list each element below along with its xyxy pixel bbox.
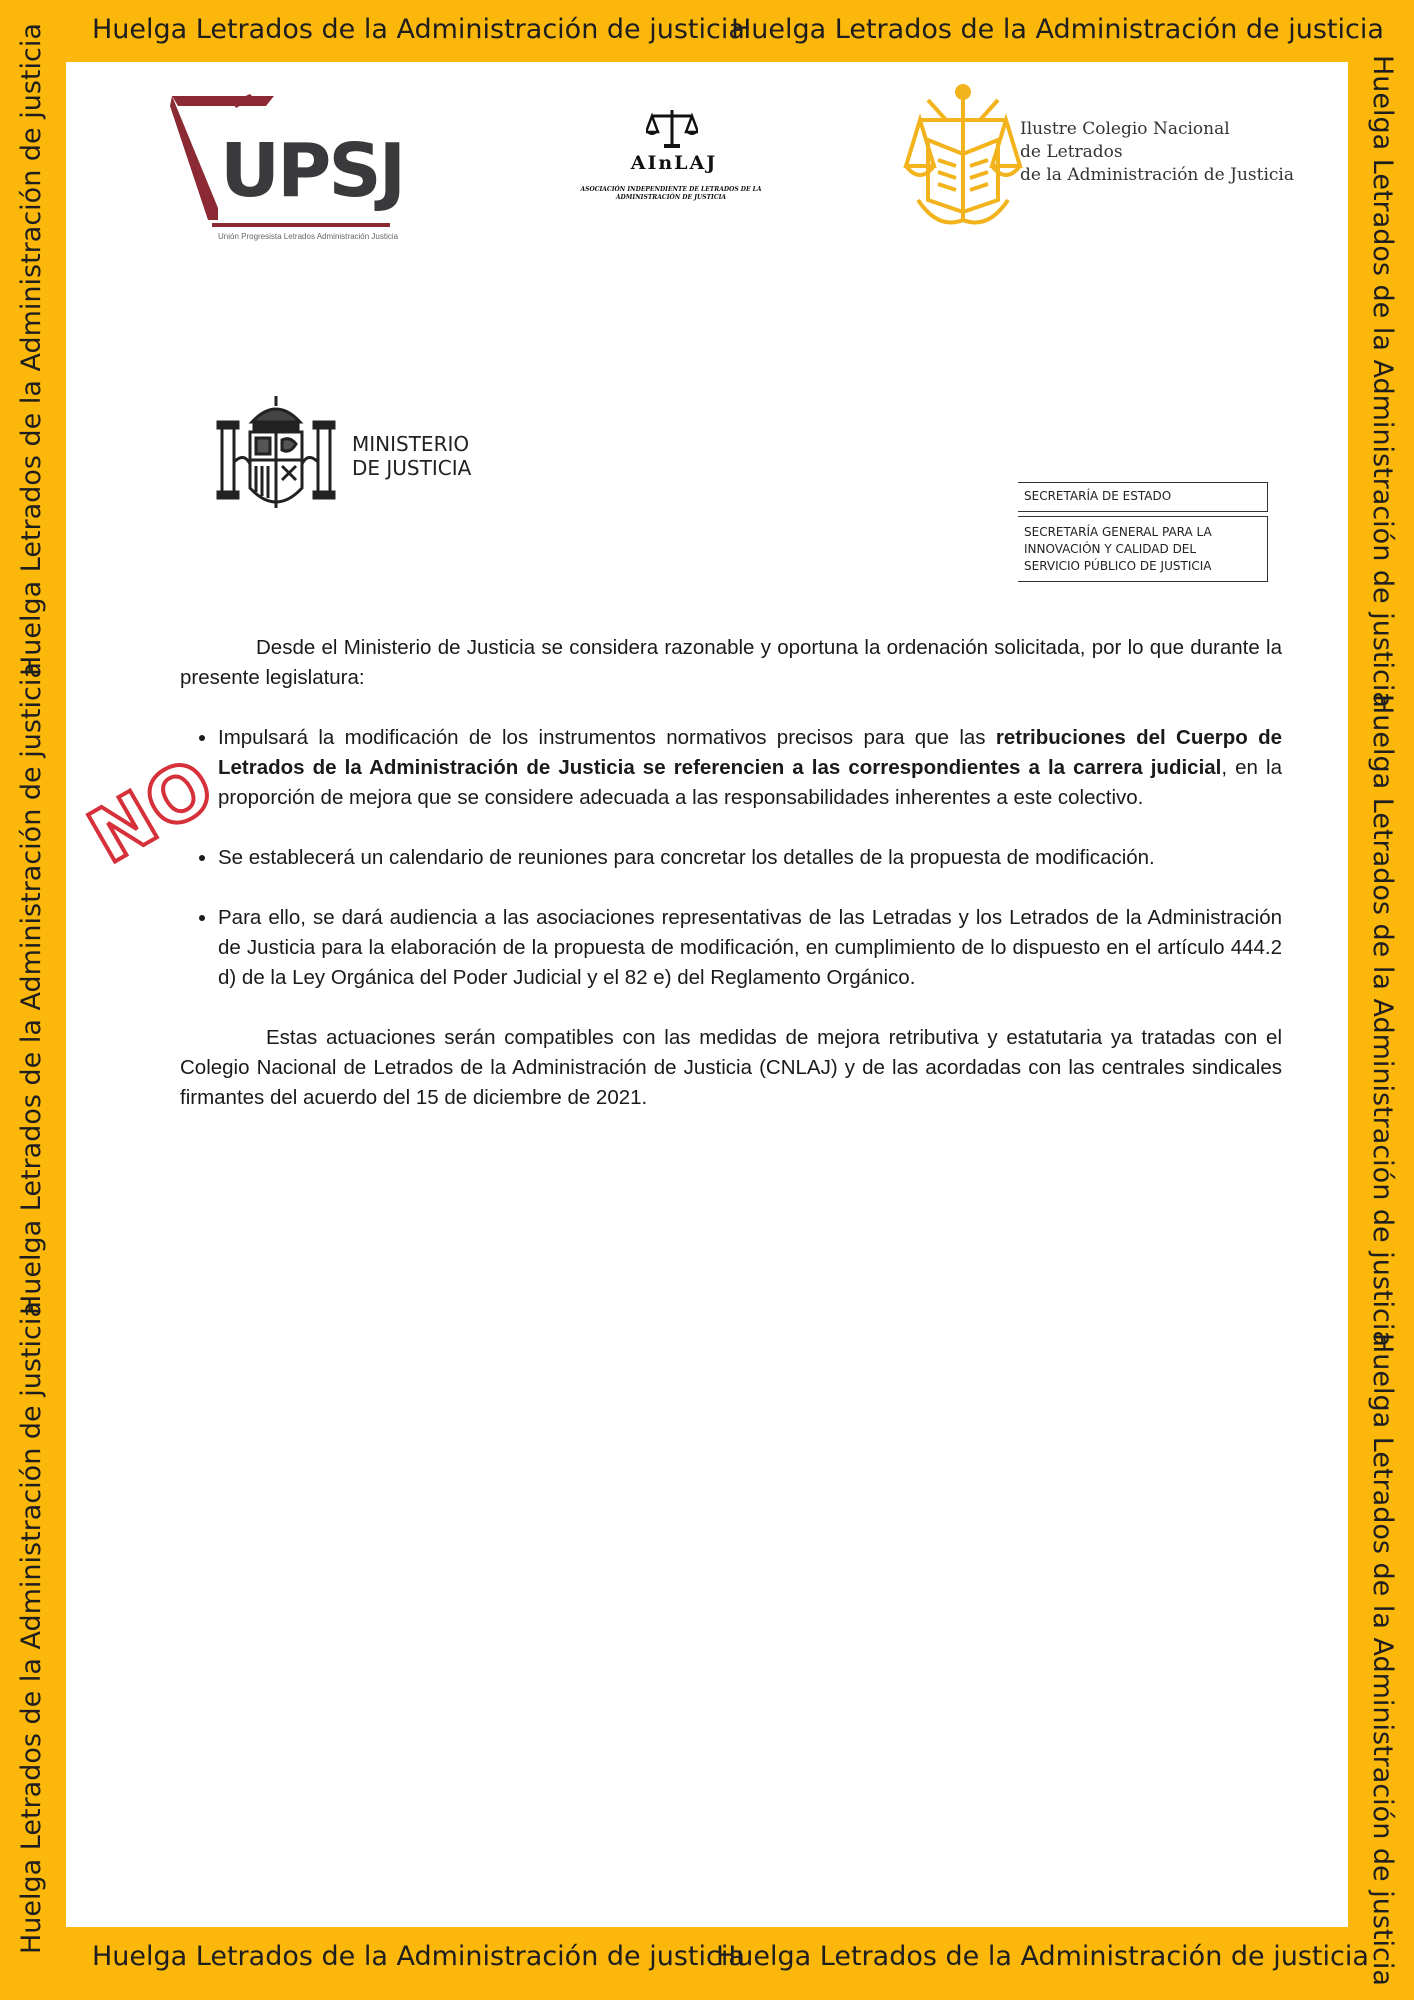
closing-paragraph: Estas actuaciones serán compatibles con las medidas de mejora retributiva y estatutaria ya tratadas con el Colegio Nacional de Letrados de la Administración de Justicia (CNLAJ) y de las acordadas con las centrales sindicales firmantes del acuerdo del 15 de diciembre de 2021. xyxy=(180,1026,1282,1109)
cnlaj-crest-icon xyxy=(898,80,1028,236)
list-item xyxy=(218,723,1282,813)
banner-left-2: Huelga Letrados de la Administración de justicia xyxy=(16,662,47,1315)
secretaria-general-3: SERVICIO PÚBLICO DE JUSTICIA xyxy=(1024,559,1212,573)
document-page xyxy=(66,62,1348,1927)
secretaria-estado: SECRETARÍA DE ESTADO xyxy=(1024,489,1172,503)
secretaria-general-1: SECRETARÍA GENERAL PARA LA xyxy=(1024,525,1212,539)
upsj-name: UPSJ xyxy=(220,128,404,214)
commitments-list xyxy=(180,723,1282,993)
ainlaj-name: AInLAJ xyxy=(630,152,718,174)
cnlaj-line-2: de Letrados xyxy=(1020,142,1123,162)
bullet-3-text: Para ello, se dará audiencia a las asociaciones representativas de las Letradas y los Letrados de la Administración de Justicia para la elaboración de la propuesta de modificación, en cumplimiento de lo dispuesto en el artículo 444.2 d) de la Ley Orgánica del Poder Judicial y el 82 e) del Reglamento Orgánico. xyxy=(218,906,1282,989)
bullet-1-post: , en la proporción de mejora que se considere adecuada a las responsabilidades inherentes a este colectivo. xyxy=(218,756,1282,809)
bullet-2-text: Se establecerá un calendario de reuniones para concretar los detalles de la propuesta de modificación. xyxy=(218,846,1155,869)
ainlaj-subtitle-1: ASOCIACIÓN INDEPENDIENTE DE LETRADOS DE LA xyxy=(580,186,762,193)
no-stamp: NO xyxy=(75,741,230,881)
ainlaj-logo xyxy=(566,106,776,226)
list-item xyxy=(218,843,1282,873)
cnlaj-line-3: de la Administración de Justicia xyxy=(1020,165,1294,185)
upsj-logo xyxy=(170,92,410,252)
scales-icon xyxy=(646,106,698,150)
ministerio-line-1: MINISTERIO xyxy=(352,432,470,456)
banner-right-1: Huelga Letrados de la Administración de justicia xyxy=(1367,55,1398,708)
banner-right-3: Huelga Letrados de la Administración de justicia xyxy=(1367,1333,1398,1986)
ministerio-line-2: DE JUSTICIA xyxy=(352,456,472,480)
banner-top-1: Huelga Letrados de la Administración de justicia xyxy=(92,14,745,45)
ministerio-logo xyxy=(216,392,506,522)
ainlaj-subtitle-2: ADMINISTRACIÓN DE JUSTICIA xyxy=(615,194,727,201)
secretaria-box xyxy=(1018,482,1270,584)
intro-paragraph: Desde el Ministerio de Justicia se considera razonable y oportuna la ordenación solicitada, por lo que durante la presente legislatura: xyxy=(180,636,1282,689)
secretaria-general-2: INNOVACIÓN Y CALIDAD DEL xyxy=(1024,542,1197,556)
bullet-1-bold: retribuciones del Cuerpo de Letrados de la Administración de Justicia se referencien a las correspondientes a la carrera judicial xyxy=(218,726,1283,779)
banner-top-2: Huelga Letrados de la Administración de justicia xyxy=(731,14,1384,45)
banner-left-3: Huelga Letrados de la Administración de justicia xyxy=(16,1301,47,1954)
bullet-1-pre: Impulsará la modificación de los instrumentos normativos precisos para que las xyxy=(218,726,996,749)
upsj-subtitle: Unión Progresista Letrados Administración Justicia xyxy=(218,232,399,241)
coat-of-arms-icon xyxy=(216,392,336,522)
list-item xyxy=(218,903,1282,993)
banner-bottom-2: Huelga Letrados de la Administración de justicia xyxy=(716,1941,1369,1972)
cnlaj-logo xyxy=(898,80,1298,236)
banner-left-1: Huelga Letrados de la Administración de justicia xyxy=(16,23,47,676)
cnlaj-line-1: Ilustre Colegio Nacional xyxy=(1020,119,1230,139)
banner-bottom-1: Huelga Letrados de la Administración de justicia xyxy=(92,1941,745,1972)
banner-right-2: Huelga Letrados de la Administración de justicia xyxy=(1367,694,1398,1347)
document-body xyxy=(180,633,1282,1113)
